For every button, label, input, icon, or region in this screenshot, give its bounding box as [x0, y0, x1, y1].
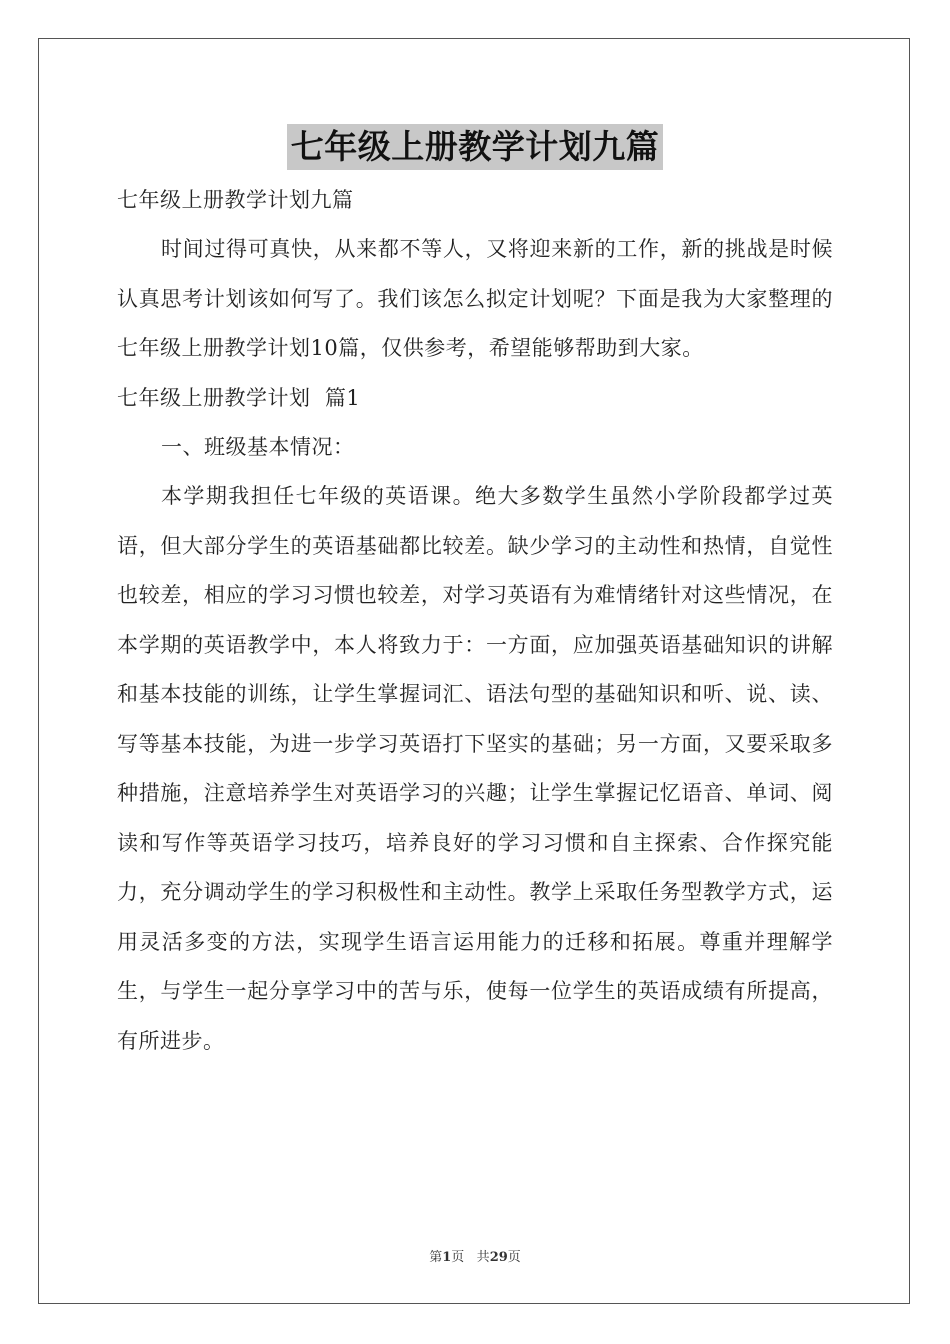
page-footer [0, 1246, 950, 1265]
footer-total-prefix: 共 [476, 1250, 490, 1265]
document-subtitle: 七年级上册教学计划九篇 [117, 188, 354, 212]
footer-page-prefix: 第 [429, 1250, 443, 1265]
body-paragraph: 本学期我担任七年级的英语课。绝大多数学生虽然小学阶段都学过英语，但大部分学生的英语基础都比较差。缺少学习的主动性和热情，自觉性也较差，相应的学习习惯也较差，对学习英语有为难情绪针对这些情况，在本学期的英语教学中，本人将致力于：一方面，应加强英语基础知识的讲解和基本技能的训练，让学生掌握词汇、语法句型的基础知识和听、说、读、写等基本技能，为进一步学习英语打下坚实的基础；另一方面，又要采取多种措施，注意培养学生对英语学习的兴趣；让学生掌握记忆语音、单词、阅读和写作等英语学习技巧，培养良好的学习习惯和自主探索、合作探究能力，充分调动学生的学习积极性和主动性。教学上采取任务型教学方式，运用灵活多变的方法，实现学生语言运用能力的迁移和拓展。尊重并理解学生，与学生一起分享学习中的苦与乐，使每一位学生的英语成绩有所提高，有所进步。 [117, 484, 833, 1053]
document-body [117, 176, 833, 1066]
document-title: 七年级上册教学计划九篇 [287, 124, 664, 170]
subheading: 一、班级基本情况： [161, 434, 355, 459]
intro-paragraph: 时间过得可真快，从来都不等人，又将迎来新的工作，新的挑战是时候认真思考计划该如何写了。我们该怎么拟定计划呢？下面是我为大家整理的七年级上册教学计划10篇，仅供参考，希望能够帮助到大家。 [117, 237, 833, 360]
footer-total-pages: 29 [489, 1250, 508, 1265]
section-heading: 七年级上册教学计划 篇1 [117, 385, 361, 410]
footer-page-number: 1 [442, 1250, 452, 1265]
footer-page-suffix: 页 [451, 1250, 465, 1265]
footer-total-suffix: 页 [507, 1250, 521, 1265]
title-container [0, 124, 950, 170]
